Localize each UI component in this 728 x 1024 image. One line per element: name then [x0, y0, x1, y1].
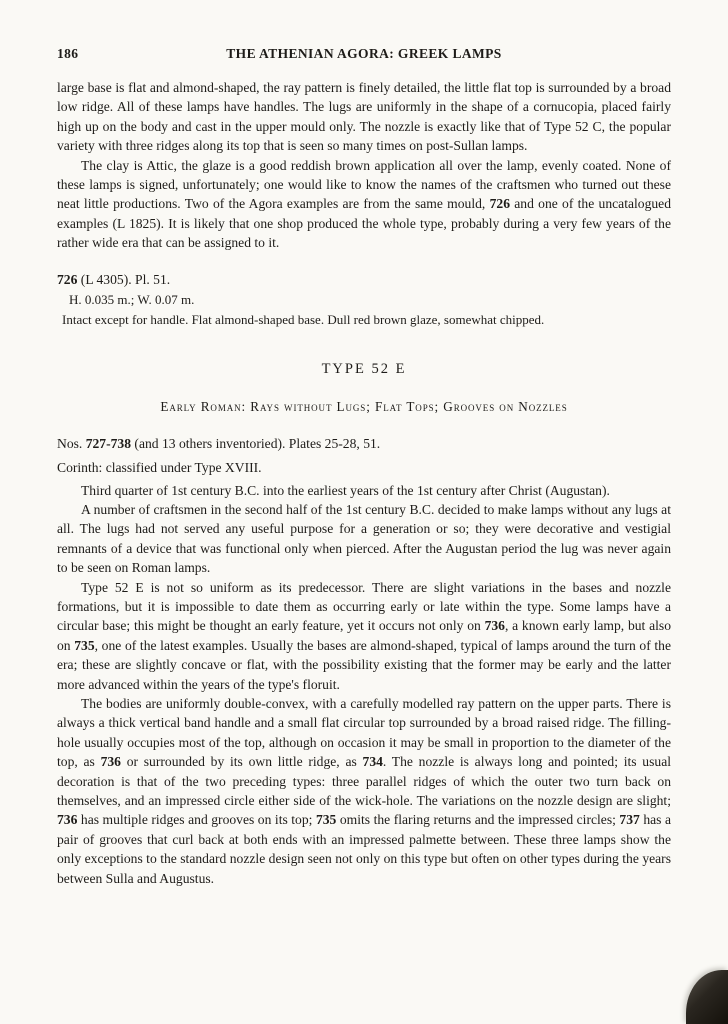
text-run: The clay is Attic, the glaze is a good reddish brown application all over the lamp, evenly coated. None of these lamps is signed, unfortunately; one would like to know the names of the craftsmen who turned out these neat little productions. Two of the Agora examples are from the same mould,: [57, 157, 671, 212]
text-run: 735: [315, 812, 337, 828]
text-run: 727-738: [85, 435, 132, 451]
text-run: 737: [619, 812, 640, 828]
paragraph-continuation: [57, 78, 671, 156]
text-run: or surrounded by its own little ridge, as: [120, 754, 363, 770]
text-run: The bodies are uniformly double-convex, with a carefully modelled ray pattern on the upper parts. There is always a thick vertical band handle and a small flat circular top surrounded by a broad raised ridge. The filling-hole usually occupies most of the top, although on occasion it may be small in proportion to the diameter of the top, as: [57, 695, 671, 770]
page-number: 186: [57, 46, 79, 61]
text-run: and one of the uncatalogued examples (L 1825). It is likely that one shop produced the whole type, probably during a very few years of the rather wide era that can be assigned to it.: [57, 196, 671, 251]
paragraph-craftsmen: [57, 500, 671, 578]
text-run: 736: [57, 812, 78, 828]
text-run: has a pair of grooves that curl back at both ends with an impressed palmette between. These three lamps show the only exceptions to the standard nozzle design seen not only on this type but often on other types during the years between Sulla and Augustus.: [57, 812, 671, 886]
text-run: large base is flat and almond-shaped, the ray pattern is finely detailed, the little flat top is surrounded by a broad low ridge. All of these lamps have handles. The lugs are uniformly in the shape of a cornucopia, placed fairly high up on the body and cast in the upper mould only. The nozzle is exactly like that of Type 52 C, the popular variety with three ridges along its top that is seen so many times on post-Sullan lamps.: [57, 80, 671, 154]
text-run: 726: [489, 196, 510, 212]
catalog-description: [57, 310, 671, 329]
corinth-line: [57, 458, 671, 477]
text-run: 735: [74, 637, 95, 653]
running-title: THE ATHENIAN AGORA: GREEK LAMPS: [226, 46, 502, 61]
scan-corner-artifact: [686, 970, 728, 1024]
text-run: Corinth: classified under Type XVIII.: [57, 460, 262, 476]
paragraph-date: [57, 481, 671, 500]
catalog-dimensions: [57, 290, 671, 309]
section-subheading: Early Roman: Rays without Lugs; Flat Tops; Grooves on Nozzles: [160, 399, 568, 415]
catalog-heading: [57, 270, 671, 289]
text-run: Type 52 E is not so uniform as its predecessor. There are slight variations in the bases and nozzle formations, but it is impossible to date them as occurring early or late within the type. Some lamps have a circular base; this might be thought an early feature, yet it occurs not only on: [57, 579, 671, 634]
paragraph-clay: [57, 156, 671, 253]
text-run: 736: [484, 618, 505, 634]
nos-line: [57, 434, 671, 453]
text-block: [57, 78, 671, 888]
text-run: omits the flaring returns and the impressed circles;: [336, 812, 620, 828]
paragraph-bodies: [57, 694, 671, 888]
text-run: Nos.: [57, 435, 86, 451]
text-run: 736: [100, 754, 121, 770]
text-run: (L 4305). Pl. 51.: [77, 271, 171, 287]
text-run: 734: [362, 754, 383, 770]
text-run: has multiple ridges and grooves on its top;: [77, 812, 316, 828]
text-run: A number of craftsmen in the second half of the 1st century B.C. decided to make lamps without any lugs at all. The lugs had not served any useful purpose for a generation or so; they were decorative and vestigial remnants of a device that was functional only when pierced. After the Augustan period the lug was never again to be seen on Roman lamps.: [57, 501, 671, 576]
text-run: . The nozzle is always long and pointed; its usual decoration is that of the two preceding types: three parallel ridges of which the outer two turn back on themselves, and an impressed circle either side of the wick-hole. The variations on the nozzle design are slight;: [57, 754, 672, 808]
text-run: 726: [57, 271, 78, 287]
text-run: Third quarter of 1st century B.C. into the earliest years of the 1st century after Christ (Augustan).: [81, 482, 610, 498]
catalog-entry-726: [57, 270, 671, 330]
text-run: Intact except for handle. Flat almond-shaped base. Dull red brown glaze, somewhat chipped.: [62, 312, 545, 328]
running-head: [57, 46, 671, 62]
text-run: (and 13 others inventoried). Plates 25-28, 51.: [131, 435, 381, 451]
text-run: , one of the latest examples. Usually the bases are almond-shaped, typical of lamps around the turn of the era; these are slightly concave or flat, with the possibility existing that the former may be early and the latter more advanced within the years of the type's floruit.: [57, 637, 671, 692]
paragraph-uniform: [57, 578, 671, 694]
text-run: , a known early lamp, but also on: [57, 618, 672, 653]
section-heading: TYPE 52 E: [321, 360, 407, 377]
text-run: H. 0.035 m.; W. 0.07 m.: [69, 292, 195, 308]
